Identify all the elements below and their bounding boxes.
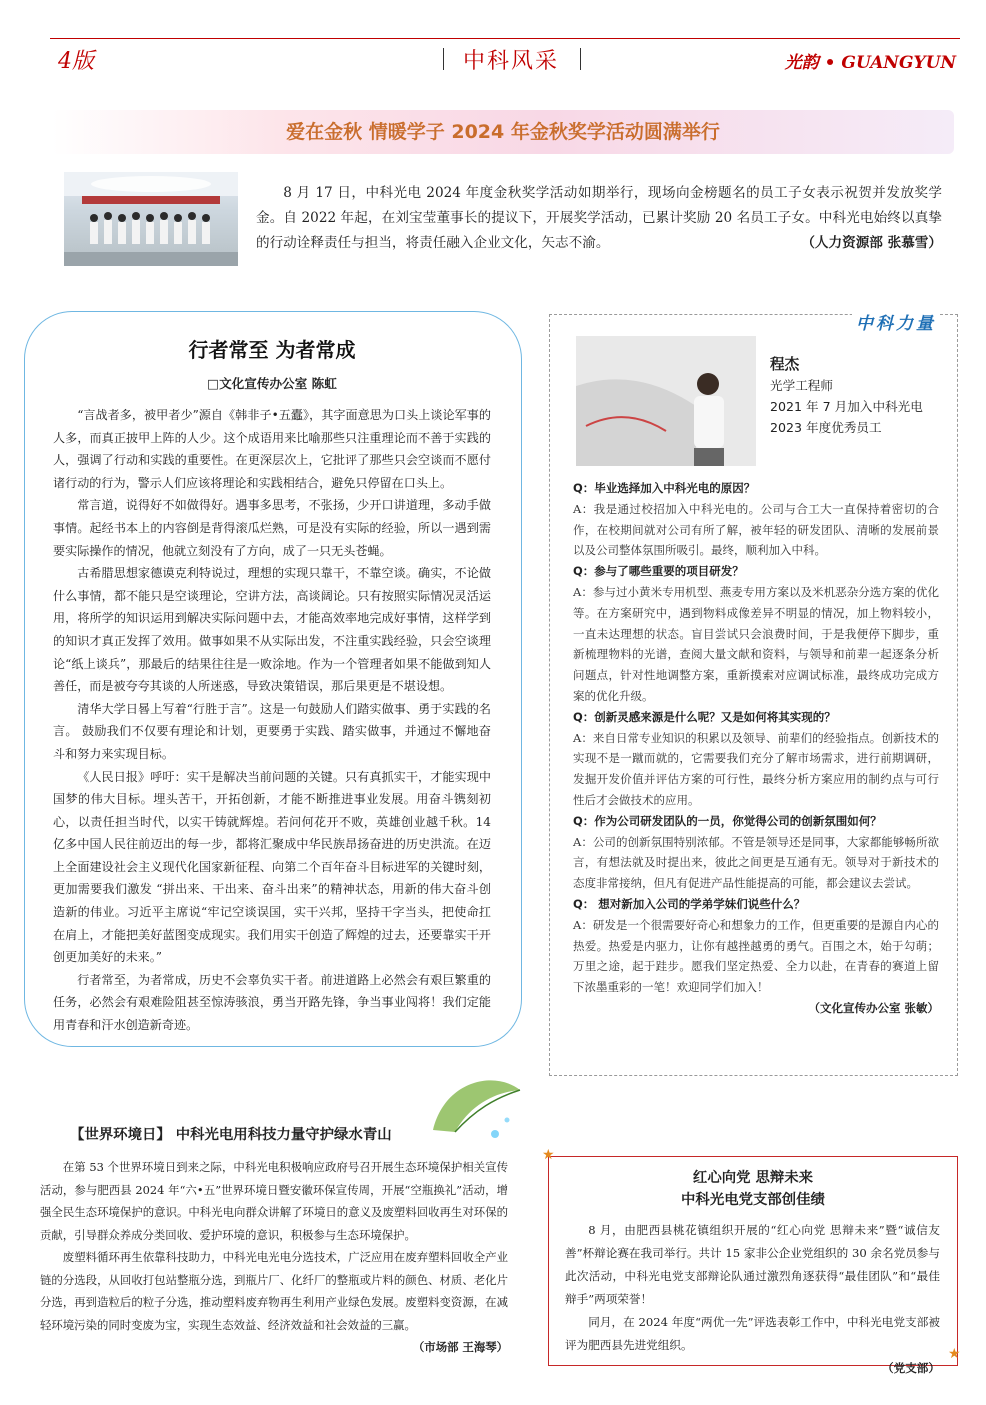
header-divider-left [443,48,444,70]
qa-question: Q：毕业选择加入中科光电的原因？ [573,481,756,495]
essay-paragraph: 清华大学日晷上写着“行胜于言”。这是一句鼓励人们踏实做事、勇于实践的名言。 鼓励我们不仅要有理论和计划，更要勇于实践、踏实做事，并通过不懈地奋斗和努力来实现目标。 [53,701,491,761]
essay-paragraph: 常言道，说得好不如做得好。遇事多思考，不张扬，少开口讲道理，多动手做事情。起经书本上的内容倒是背得滚瓜烂熟，可是没有实际的经验，所以一遇到需要实际操作的情况，他就立刻没有了方向，成了一只无头苍蝇。 [53,498,491,558]
qa-answer: A：公司的创新氛围特别浓郁。不管是领导还是同事，大家都能够畅所欲言，有想法就及时提出来，彼此之间更是互通有无。领导对于新技术的态度非常接纳，但凡有促进产品性能提高的可能，都会建议去尝试。 [573,834,939,891]
scholarship-body: 8 月 17 日，中科光电 2024 年度金秋奖学活动如期举行，现场向金榜题名的员工子女表示祝贺并发放奖学金。自 2022 年起，在刘宝莹董事长的提议下，开展奖学活动，已累计奖励 20 名员工子女。中科光电始终以真挚的行动诠释责任与担当，将责任融入企业文化，矢志不渝。 [256,185,942,251]
party-title [548,1167,958,1211]
essay-byline: □文化宣传办公室 陈虹 [207,376,337,391]
group-photo [64,172,238,266]
party-paragraph: 8 月，由肥西县桃花镇组织开展的“红心向党 思辩未来”暨“诚信友善”杯辩论赛在我司举行。共计 15 家非公企业党组织的 30 余名党员参与此次活动，中科光电党支部辩论队通过激烈角逐获得“最佳团队”和“最佳辩手”两项荣誉！ [565,1223,940,1306]
profile-panel-title: 中科力量 [852,309,940,334]
essay-paragraph: 古希腊思想家德谟克利特说过，理想的实现只靠干，不靠空谈。确实，不论做什么事情，都不能只是空谈理论，空讲方法，高谈阔论。只有按照实际情况灵活运用，将所学的知识运用到解决实际问题中去，才能高效率地完成好事情，这样学到的知识才真正发挥了效用。做事如果不从实际出发，不注重实践经验，只会空谈理论“纸上谈兵”，那最后的结果往往是一败涂地。作为一个管理者如果不能做到知人善任，而是被夸夸其谈的人所迷惑，导致决策错误，那后果更是不堪设想。 [53,566,491,694]
qa-answer: A：研发是一个很需要好奇心和想象力的工作，但更重要的是源自内心的热爱。热爱是内驱力，让你有越挫越勇的勇气。百围之木，始于勾萌；万里之途，起于跬步。愿我们坚定热爱、全力以赴，在青春的赛道上留下浓墨重彩的一笔！欢迎同学们加入！ [573,917,939,995]
qa-answer: A：参与过小黄米专用机型、燕麦专用方案以及米机恶杂分选方案的优化等。在方案研究中，遇到物料成像差异不明显的情况，加上物料较小，一直未达理想的状态。盲目尝试只会浪费时间，于是我便停下脚步，重新梳理物料的光谱，查阅大量文献和资料，与领导和前辈一起逐条分析问题点，针对性地调整方案，重新摸索对应调试标准，最终成功完成方案的优化升级。 [573,584,939,703]
scholarship-banner: 爱在金秋 情暖学子 2024 年金秋奖学活动圆满举行 [52,110,954,154]
scholarship-author: （人力资源部 张慕雪） [801,235,942,251]
header-rule [50,38,960,39]
essay-body [53,404,491,1037]
essay-box [24,311,522,1047]
qa-author: （文化宣传办公室 张敏） [808,1000,939,1015]
party-title-line: 中科光电党支部创佳绩 [681,1192,825,1208]
party-author: （党支部） [882,1361,940,1375]
profile-role: 光学工程师 [770,378,833,393]
interview-qa [573,478,939,1019]
essay-paragraph: “言战者多，被甲者少”源自《韩非子•五蠹》，其字面意思为口头上谈论军事的人多，而真正披甲上阵的人少。这个成语用来比喻那些只注重理论而不善于实践的人，强调了行动和实践的重要性。在更深层次上，它批评了那些只会空谈而不愿付诸行动的行为，警示人们应该将理论和实践相结合，避免只停留在口头上。 [53,408,491,490]
environment-body [40,1156,508,1359]
engineer-photo-illustration [576,336,756,466]
profile-award: 2023 年度优秀员工 [770,420,882,435]
qa-question: Q：创新灵感来源是什么呢？又是如何将其实现的？ [573,709,836,724]
environment-title: 【世界环境日】 中科光电用科技力量守护绿水青山 [70,1127,392,1143]
essay-title: 行者常至 为者常成 [188,338,356,362]
group-photo-illustration [64,172,238,266]
profile-joined: 2021 年 7 月加入中科光电 [770,399,923,414]
section-title: 中科风采 [463,49,560,74]
qa-question: Q：参与了哪些重要的项目研发？ [573,564,744,579]
profile-name: 程杰 [770,356,800,373]
environment-paragraph: 废塑料循环再生依靠科技助力，中科光电光电分选技术，广泛应用在废弃塑料回收全产业链的分选段，从回收打包站整瓶分选，到瓶片厂、化纤厂的整瓶或片料的颜色、材质、老化片分选，再到造粒后的粒子分选，推动塑料废弃物再生利用产业绿色发展。废塑料变资源，在减轻环境污染的同时变废为宝，实现生态效益、经济效益和社会效益的三赢。 [40,1250,508,1332]
scholarship-text [256,181,942,256]
party-paragraph: 同月，在 2024 年度“两优一先”评选表彰工作中，中科光电党支部被评为肥西县先进党组织。 [565,1315,940,1352]
environment-paragraph: 在第 53 个世界环境日到来之际，中科光电积极响应政府号召开展生态环境保护相关宣传活动，参与肥西县 2024 年“六•五”世界环境日暨安徽环保宣传周，开展“空瓶换礼”活动，增强全民生态环境保护的意识。中科光电向群众讲解了环境日的意义及废塑料回收再生对环保的贡献，引导群众养成分类回收、爱护环境的意识，积极参与生态环境保护。 [40,1160,508,1242]
leaf-icon [425,1070,525,1150]
qa-answer: A：来自日常专业知识的积累以及领导、前辈们的经验指点。创新技术的实现不是一蹴而就的，它需要我们充分了解市场需求，进行前期调研，发掘开发价值并评估方案的可行性，最终分析方案应用的制约点与可行性后才会做技术的应用。 [573,730,939,807]
essay-paragraph: 行者常至，为者常成，历史不会辜负实干者。前进道路上必然会有艰巨繁重的任务，必然会有艰难险阻甚至惊涛骇浪，勇当开路先锋，争当事业闯将！我们定能用青春和汗水创造新奇迹。 [53,972,491,1033]
header-divider-right [580,48,581,70]
environment-author: （市场部 王海琴） [412,1340,508,1354]
qa-answer: A：我是通过校招加入中科光电的。公司与合工大一直保持着密切的合作，在校期间就对公司有所了解，被年轻的研发团队、清晰的发展前景以及公司整体氛围所吸引。最终，顺利加入中科。 [573,501,939,558]
star-icon: ★ [948,1346,961,1362]
star-icon: ★ [542,1147,555,1163]
qa-question: Q：作为公司研发团队的一员，你觉得公司的创新氛围如何？ [573,813,882,828]
page-number: 4版 [58,49,94,74]
profile-info [770,354,923,438]
party-title-line: 红心向党 思辩未来 [692,1170,814,1186]
engineer-photo [576,336,756,466]
party-body [565,1219,940,1380]
essay-paragraph: 《人民日报》呼吁：实干是解决当前问题的关键。只有真抓实干，才能实现中国梦的伟大目标。埋头苦干，开拓创新，才能不断推进事业发展。用奋斗镌刻初心，以责任担当时代，以实干铸就辉煌。若问何花开不败，英雄创业越千秋。14 亿多中国人民往前迈出的每一步，都将汇聚成中华民族昂扬奋进的历史洪流。在迈上全面建设社会主义现代化国家新征程、向第二个百年奋斗目标进军的关键时刻，更加需要我们激发 “拼出来、干出来、奋斗出来”的精神状态，用新的伟大奋斗创造新的伟业。习近平主席说“牢记空谈误国，实干兴邦，坚持干字当头，把使命扛在肩上，才能把美好蓝图变成现实。我们用实干创造了辉煌的过去，还要靠实干开创更加美好的未来。” [53,769,491,965]
qa-question: Q： 想对新加入公司的学弟学妹们说些什么？ [573,896,806,911]
brand-name: 光韵 • GUANGYUN [784,53,956,73]
